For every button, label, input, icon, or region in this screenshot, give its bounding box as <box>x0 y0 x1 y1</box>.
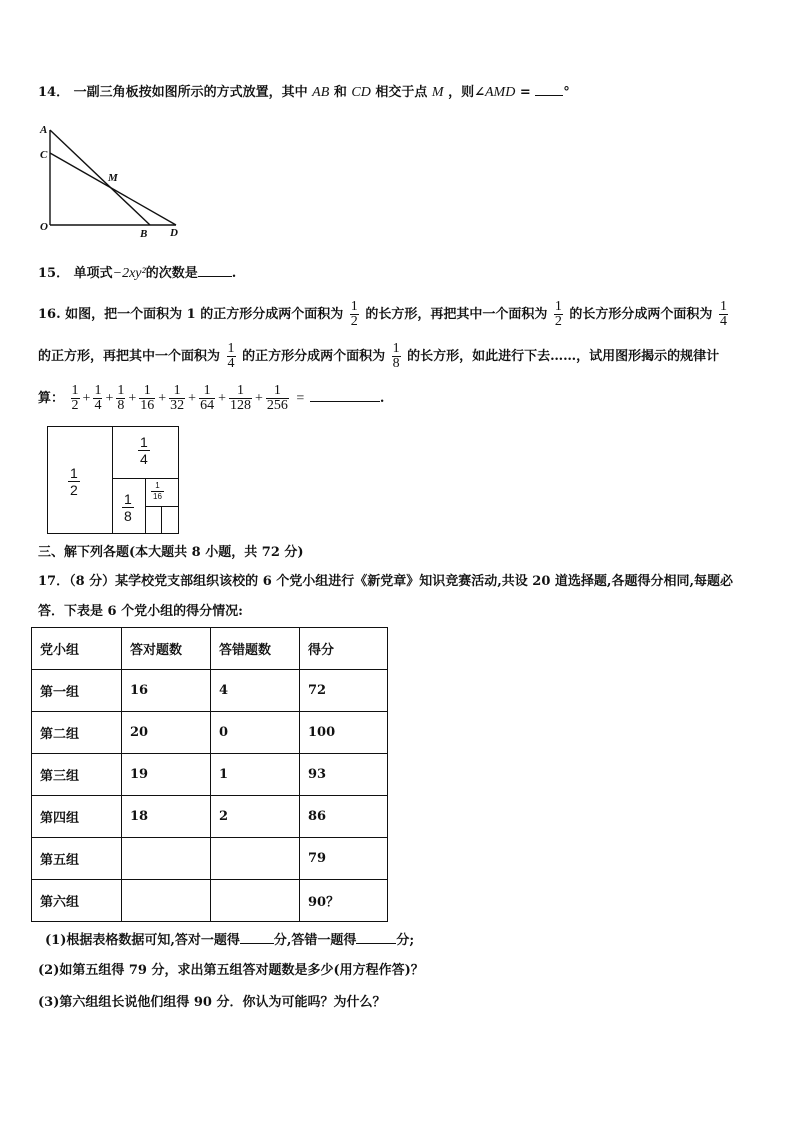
plus-sign: + <box>218 391 226 406</box>
table-cell: 2 <box>211 796 300 838</box>
table-cell <box>211 838 300 880</box>
table-cell <box>122 838 211 880</box>
table-cell: 93 <box>300 754 388 796</box>
label-B: B <box>140 228 148 240</box>
figure-line-AB <box>50 130 150 225</box>
table-cell: 18 <box>122 796 211 838</box>
label-D: D <box>170 227 178 239</box>
square-label-sixteenth: 1 16 <box>153 481 162 501</box>
q17-line-1: 17．（8 分）某学校党支部组织该校的 6 个党小组进行《新党章》知识竞赛活动,共设 20 道选择题,各题得分相同,每题必 <box>38 574 733 589</box>
table-cell: 第五组 <box>32 838 122 880</box>
table-cell: 第六组 <box>32 880 122 922</box>
sum-term-fraction: $\frac{1}{32}$ <box>170 383 185 413</box>
square-label-quarter: 1 4 <box>140 434 148 467</box>
q17-sub-3: (3)第六组组长说他们组得 90 分．你认为可能吗？为什么？ <box>38 995 386 1010</box>
table-cell: 16 <box>122 670 211 712</box>
label-O: O <box>40 221 48 233</box>
sum-term-fraction: $\frac{1}{16}$ <box>140 383 155 413</box>
sum-term-fraction: $\frac{1}{256}$ <box>266 383 288 413</box>
plus-sign: + <box>82 391 91 406</box>
table-cell <box>122 880 211 922</box>
sum-term-fraction: $\frac{1}{64}$ <box>200 383 215 413</box>
label-C: C <box>40 149 48 161</box>
q17-correct-score-blank[interactable] <box>240 930 274 944</box>
table-cell: 86 <box>300 796 388 838</box>
label-M: M <box>108 172 118 184</box>
fraction-eighth: $\frac{1}{8}$ <box>392 341 400 371</box>
square-label-eighth: 1 8 <box>124 491 132 524</box>
table-cell: 党小组 <box>32 628 122 670</box>
table-cell: 72 <box>300 670 388 712</box>
fraction-half: $\frac{1}{2}$ <box>350 299 358 329</box>
q17-sub-1: (1)根据表格数据可知,答对一题得 分,答错一题得 分; <box>45 930 414 951</box>
table-cell: 79 <box>300 838 388 880</box>
table-cell: 答错题数 <box>211 628 300 670</box>
square-label-half: 1 2 <box>70 465 78 498</box>
fraction-quarter: $\frac{1}{4}$ <box>719 299 727 329</box>
q17-line-2: 答．下表是 6 个党小组的得分情况: <box>38 604 243 619</box>
figure-line-CD <box>50 153 176 225</box>
sum-term-fraction: $\frac{1}{4}$ <box>94 383 102 413</box>
q17-sub-2: (2)如第五组得 79 分，求出第五组答对题数是多少(用方程作答)？ <box>38 963 424 978</box>
q16-line-1: 16. 如图，把一个面积为 1 的正方形分成两个面积为 $\frac{1}{2}$ 的长方形，再把其中一个面积为 $\frac{1}{2}$ 的长方形分成两个面积为 $\frac{1}{4}$ <box>38 299 727 329</box>
q16-line-2: 的正方形，再把其中一个面积为 $\frac{1}{4}$ 的正方形分成两个面积为 $\frac{1}{8}$ 的长方形，如此进行下去……，试用图形揭示的规律计 <box>38 341 720 371</box>
triangle-set-figure <box>36 120 186 245</box>
fraction-half: $\frac{1}{2}$ <box>554 299 562 329</box>
q15-text: 15． 单项式−2xy²的次数是 . <box>38 263 236 284</box>
q14-answer-blank[interactable] <box>535 82 563 96</box>
table-cell: 得分 <box>300 628 388 670</box>
plus-sign: + <box>128 391 137 406</box>
q16-answer-blank[interactable] <box>310 388 380 402</box>
table-row <box>32 712 388 754</box>
label-A: A <box>40 124 48 136</box>
sum-term-fraction: $\frac{1}{2}$ <box>71 383 79 413</box>
score-table <box>31 627 388 922</box>
table-cell: 答对题数 <box>122 628 211 670</box>
table-row <box>32 796 388 838</box>
unit-square-figure <box>47 426 179 534</box>
plus-sign: + <box>254 391 263 406</box>
sum-term-fraction: $\frac{1}{128}$ <box>229 383 251 413</box>
table-cell: 0 <box>211 712 300 754</box>
table-row <box>32 880 388 922</box>
plus-sign: + <box>158 391 167 406</box>
table-cell: 第三组 <box>32 754 122 796</box>
table-cell: 100 <box>300 712 388 754</box>
fraction-quarter: $\frac{1}{4}$ <box>227 341 235 371</box>
table-cell: 19 <box>122 754 211 796</box>
table-row <box>32 670 388 712</box>
q17-wrong-score-blank[interactable] <box>356 930 396 944</box>
table-cell: 第二组 <box>32 712 122 754</box>
table-cell: 第四组 <box>32 796 122 838</box>
q15-answer-blank[interactable] <box>198 263 232 277</box>
table-row <box>32 754 388 796</box>
q16-line-3: 算： $\frac{1}{2}$ + $\frac{1}{4}$ + $\frac{1}{8}$ + $\frac{1}{16}$ + $\frac{1}{32}$ + $\frac{1}{64}$ + $\frac{1}{128}$ + $\frac{1}{256}$ = . <box>38 383 385 413</box>
table-cell: 20 <box>122 712 211 754</box>
table-cell: 1 <box>211 754 300 796</box>
plus-sign: + <box>188 391 197 406</box>
table-header-row <box>32 628 388 670</box>
table-cell <box>211 880 300 922</box>
table-cell: 90？ <box>300 880 388 922</box>
table-cell: 第一组 <box>32 670 122 712</box>
plus-sign: + <box>105 391 114 406</box>
table-cell: 4 <box>211 670 300 712</box>
section-3-title: 三、解下列各题(本大题共 8 小题，共 72 分) <box>38 545 304 560</box>
q14-text: 14． 一副三角板按如图所示的方式放置，其中 AB 和 CD 相交于点 M ，则∠AMD = ° <box>38 82 570 103</box>
table-row <box>32 838 388 880</box>
sum-term-fraction: $\frac{1}{8}$ <box>117 383 125 413</box>
